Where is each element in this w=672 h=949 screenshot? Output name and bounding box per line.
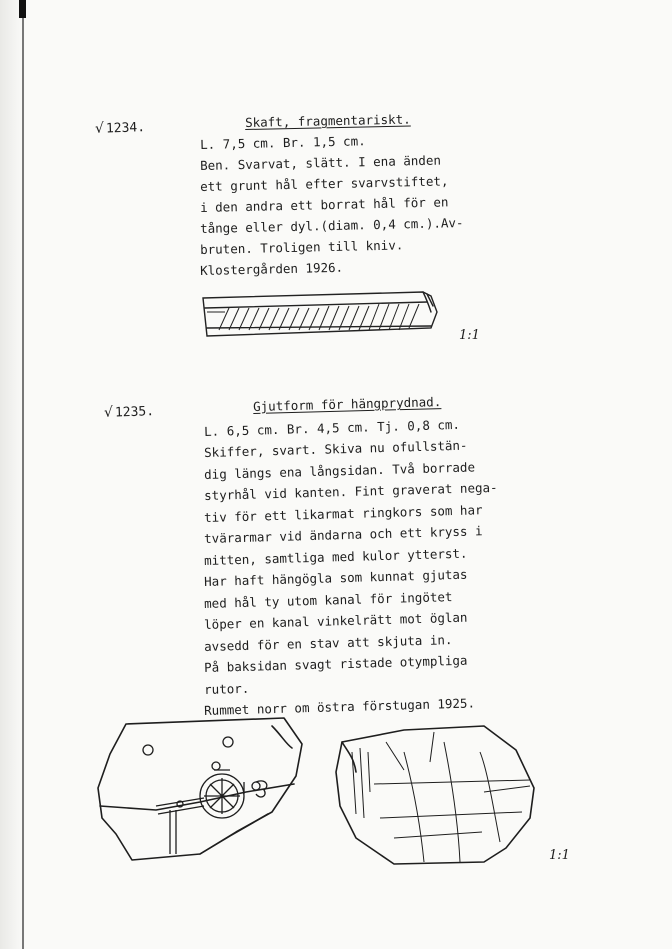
- handle-fragment-drawing: [195, 286, 455, 346]
- text-line: På baksidan svagt ristade otympliga: [203, 652, 468, 675]
- text-line: Har haft hängögla som kunnat gjutas: [203, 566, 468, 589]
- entry-number-1234: [95, 119, 146, 137]
- check-mark-icon: √: [94, 120, 105, 137]
- entry-number-1235: [104, 403, 155, 421]
- binding-mark: [19, 0, 26, 18]
- text-line: tånge eller dyl.(diam. 0,4 cm.).Av-: [199, 215, 464, 236]
- scale-label-1235: 1:1: [549, 848, 570, 863]
- casting-mould-front-drawing: [96, 714, 306, 864]
- entry-number-text: 1234.: [105, 120, 146, 137]
- scale-label-1234: 1:1: [459, 328, 480, 343]
- text-line: ett grunt hål efter svarvstiftet,: [199, 173, 449, 194]
- text-line: L. 6,5 cm. Br. 4,5 cm. Tj. 0,8 cm.: [203, 416, 461, 439]
- text-line: löper en kanal vinkelrätt mot öglan: [203, 609, 468, 632]
- text-line: Klostergården 1926.: [199, 259, 344, 278]
- check-mark-icon: √: [103, 404, 114, 421]
- text-line: dig längs ena långsidan. Två borrade: [203, 459, 476, 482]
- text-line: med hål ty utom kanal för ingötet: [203, 589, 453, 611]
- text-line: avsedd för en stav att skjuta in.: [203, 632, 453, 654]
- text-line: L. 7,5 cm. Br. 1,5 cm.: [199, 133, 366, 152]
- text-line: Ben. Svarvat, slätt. I ena änden: [199, 152, 442, 173]
- entry-number-text: 1235.: [114, 404, 155, 421]
- entry-title-1235: Gjutform för hängprydnad.: [252, 394, 442, 414]
- casting-mould-back-drawing: [334, 722, 540, 872]
- text-line: Skiffer, svart. Skiva nu ofullstän-: [203, 437, 468, 460]
- text-line: Rummet norr om östra förstugan 1925.: [203, 695, 476, 718]
- text-line: tiv för ett likarmat ringkors som har: [203, 502, 483, 525]
- text-line: i den andra ett borrat hål för en: [199, 194, 449, 215]
- entry-title-1234: Skaft, fragmentariskt.: [244, 111, 411, 130]
- text-line: rutor.: [203, 680, 250, 697]
- text-line: tvärarmar vid ändarna och ett kryss i: [203, 523, 483, 546]
- text-line: styrhål vid kanten. Fint graverat nega-: [203, 479, 498, 503]
- binding-line: [22, 0, 24, 949]
- text-line: bruten. Troligen till kniv.: [199, 237, 404, 257]
- text-line: mitten, samtliga med kulor ytterst.: [203, 545, 468, 568]
